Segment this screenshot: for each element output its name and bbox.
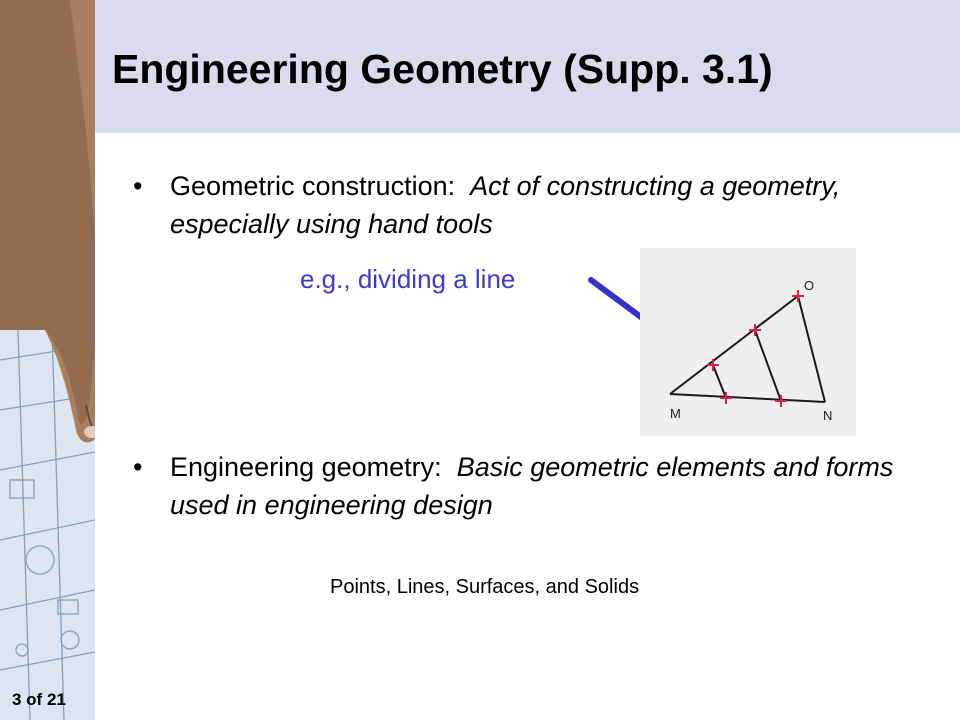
label-n: N (823, 408, 833, 423)
slide-title: Engineering Geometry (Supp. 3.1) (112, 46, 773, 92)
label-m: M (670, 406, 681, 421)
bullet-marker: • (133, 452, 143, 482)
bullet-definition: Basic geometric elements and forms used in engineering design (170, 452, 894, 520)
bullet-term: Geometric construction: (170, 171, 456, 201)
sidebar-photo (0, 0, 95, 720)
bullet-definition: Act of constructing a geometry, especially using hand tools (170, 171, 841, 239)
hand-on-blueprint-photo (0, 0, 95, 720)
bullet-term: Engineering geometry: (170, 452, 442, 482)
slide-number: 3 of 21 (12, 690, 66, 709)
bullet-text (170, 448, 905, 524)
bullet-marker: • (133, 171, 143, 201)
bullet-text (170, 167, 905, 243)
example-text: e.g., dividing a line (300, 264, 516, 294)
label-o: O (804, 278, 815, 293)
dividing-line-figure (640, 248, 856, 436)
dividing-line-diagram (640, 248, 856, 436)
sub-list-text: Points, Lines, Surfaces, and Solids (330, 576, 640, 598)
